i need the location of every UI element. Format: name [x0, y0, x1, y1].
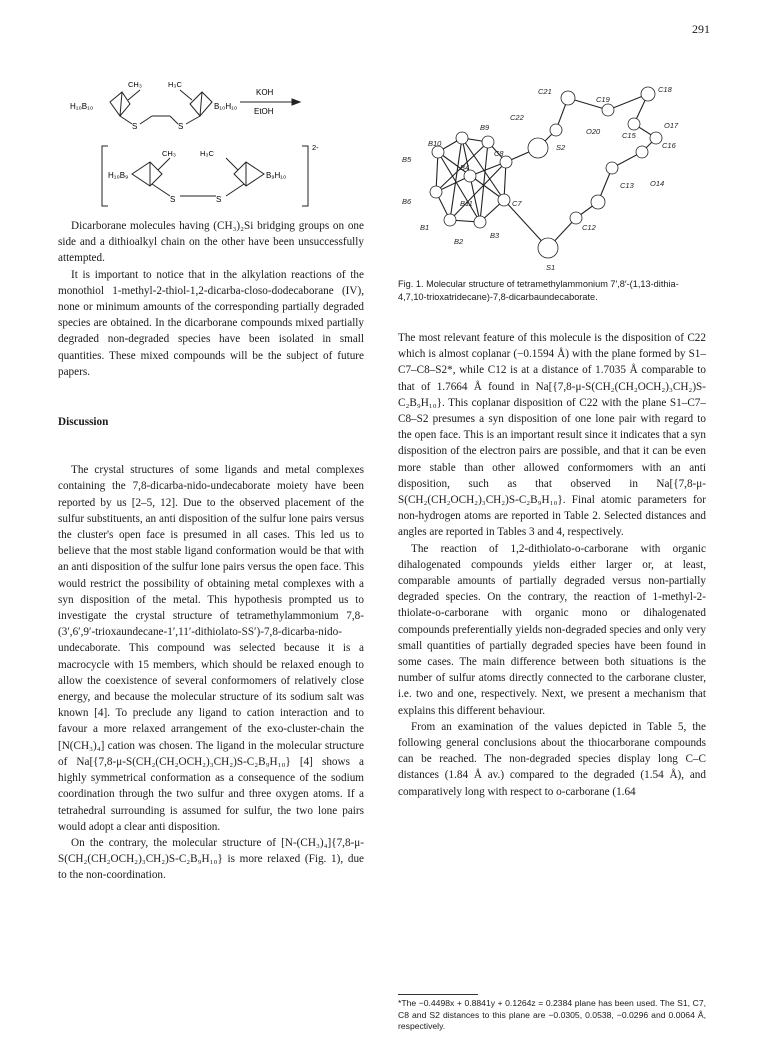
paragraph: From an examination of the values depicted in Table 5, the following general conclusions about the thiocarborane compounds can be reached. The non-degraded species display long C–C distances (1.84 Å av.) compared to the degraded (1.54 Å), and comparatively long with respect to o-carborane (1.64 — [398, 720, 706, 798]
right-cage-formula: B₁₀H₁₀ — [214, 102, 238, 111]
left-methyl-label: CH₃ — [128, 80, 142, 89]
atom-label: B1 — [420, 223, 430, 232]
atom-label: C19 — [596, 95, 610, 104]
footnote-rule — [398, 994, 478, 995]
reagent-top: KOH — [256, 88, 274, 97]
atom-label: S2 — [556, 143, 566, 152]
reagent-bottom: EtOH — [254, 107, 274, 116]
atom-label: C13 — [620, 181, 634, 190]
product-right-formula: B₉H₁₀ — [266, 171, 287, 180]
atom-label: C12 — [582, 223, 596, 232]
left-column — [58, 218, 364, 884]
atom-label: C18 — [658, 85, 672, 94]
atom-label: C15 — [622, 131, 636, 140]
right-column — [398, 330, 706, 800]
page-number: 291 — [692, 22, 710, 36]
atom-label: C16 — [662, 141, 676, 150]
atom-label: B5 — [402, 155, 412, 164]
atom-label: B11 — [460, 199, 473, 208]
atom-label: C8 — [494, 149, 504, 158]
atom-label: B10 — [428, 139, 442, 148]
product-right-methyl: H₃C — [200, 149, 214, 158]
paragraph: The most relevant feature of this molecule is the disposition of C22 which is almost coplanar (−0.1594 Å) with the plane formed by S1–C7–C8–S2*, while C12 is at a distance of 1.7035 Å comparable to that of 1.7664 Å found in Na[{7,8-μ-S(CH₂(CH₂OCH₂)₃CH₂)S-C₂B₉H₁₀}. This coplanar disposition of C22 with the plane S1–C7–C8–S2 presumes a syn disposition of one lone pair with regard to the open face. This is an important result since it indicates that a syn disposition of the electron pairs are possible, and that it can be even more stable than other allowed conformomers with an anti disposition, such as that observed in Na[{7,8-μ-S(CH₂(CH₂OCH₂)₃CH₂)S-C₂B₉H₁₀}. Final atomic parameters for non-hydrogen atoms are reported in Table 2. Selected distances and angles are reported in Tables 3 and 4, respectively. — [398, 332, 706, 539]
product-left-formula: H₁₀B₉ — [108, 171, 129, 180]
atom-label: O17 — [664, 121, 679, 130]
atom-label: B2 — [454, 237, 464, 246]
section-heading: Discussion — [58, 416, 109, 429]
footnote: *The −0.4498x + 0.8841y + 0.1264z = 0.2384 plane has been used. The S1, C7, C8 and S2 distances to this plane are −0.0305, 0.0538, −0.0296 and 0.0064 Å, respectively. — [398, 998, 706, 1031]
molecular-structure-figure — [398, 80, 708, 275]
product-left-sulfur: S — [170, 195, 176, 204]
paragraph: The crystal structures of some ligands and metal complexes containing the 7,8-dicarba-nido-undecaborate moiety have been reported by us [2–5, 12]. Due to the observed placement of the sulfur substituents, an anti disposition of the sulfur lone pairs versus the cluster's open face is presumed in all cases. This led us to believe that the most stable ligand conformation would be that with an anti disposition of the sulfur lone pairs versus the open face. This would restrict the possibility of obtaining metal complexes with a syn disposition of the metal. This hypothesis prompted us to investigate the crystal structure of tetramethylammonium 7,8-(3′,6′,9′-trioxaundecane-1′,11′-dithiolato-SS′)-7,8-dicarba-nido-undecaborate. This compound was selected because it is a macrocycle with 15 members, which should be relaxed enough to allow the coexistence of several conformomers of relatively close energy, and because the molecular structure of its sodium salt was known [4]. To preclude any ligand to cation interaction and to favour a more relaxed arrangement of the exo-cluster-chain the [N(CH₃)₄] cation was chosen. The ligand in the molecular structure of Na[{7,8-μ-S(CH₂(CH₂OCH₂)₃CH₂)S-C₂B₉H₁₀} [4] shows a highly symmetrical conformation as a consequence of the sodium coordination through the two sulfur and three oxygen atoms. If a tetrahedral surrounding is assumed for sulfur, the two lone pairs would adopt a clear anti disposition. — [58, 464, 364, 833]
atom-label: O14 — [650, 179, 665, 188]
atom-label: C22 — [510, 113, 524, 122]
atom-label: C21 — [538, 87, 552, 96]
atom-label: B4 — [460, 163, 470, 172]
right-sulfur-label: S — [178, 122, 184, 131]
atom-label: B3 — [490, 231, 500, 240]
figure-caption: Fig. 1. Molecular structure of tetramethylammonium 7′,8′-(1,13-dithia-4,7,10-trioxatridecane)-7,8-dicarbaundecaborate. — [398, 279, 679, 302]
atom-label: S1 — [546, 263, 556, 272]
atom-label: C7 — [512, 199, 522, 208]
reaction-scheme — [70, 78, 370, 213]
atom-label: O20 — [586, 127, 601, 136]
left-cage-formula: H₁₀B₁₀ — [70, 102, 94, 111]
product-left-methyl: CH₃ — [162, 149, 176, 158]
right-methyl-label: H₃C — [168, 80, 182, 89]
product-right-sulfur: S — [216, 195, 222, 204]
atom-label: B9 — [480, 123, 490, 132]
left-sulfur-label: S — [132, 122, 138, 131]
paragraph: The reaction of 1,2-dithiolato-o-carborane with organic dihalogenated compounds yields either larger or, at least, comparable amounts of partially degraded versus non-partially degraded species. On the contrary, the reaction of 1-methyl-2-thiolate-o-carborane with organic mono or dihalogenated compounds preferentially yields non-degraded species and only very small quantities of partially degraded species have been found in some cases. The main difference between both situations is the number of sulfur atoms directly connected to the carborane cluster, i.e. two and one, respectively. Next, we present a mechanism that explains this different behaviour. — [398, 542, 706, 717]
paragraph: Dicarborane molecules having (CH₃)₂Si bridging groups on one side and a dithioalkyl chain on the other have been unsuccessfully attempted. — [58, 220, 364, 265]
paragraph: On the contrary, the molecular structure of [N-(CH₃)₄]{7,8-μ-S(CH₂(CH₂OCH₂)₃CH₂)S-C₂B₉H₁₀} is more relaxed (Fig. 1), due to the non-coordination. — [58, 836, 364, 882]
paragraph: It is important to notice that in the alkylation reactions of the monothiol 1-methyl-2-thiol-1,2-dicarba-closo-dodecaborane (IV), none or minimum amounts of the corresponding partially degraded species are obtained. In the dicarborane compounds mixed partially degraded non-degraded species have been isolated in small quantities. These mixed compounds will be the subject of future papers. — [58, 268, 364, 378]
atom-label: B6 — [402, 197, 412, 206]
charge-label: 2- — [312, 143, 319, 152]
